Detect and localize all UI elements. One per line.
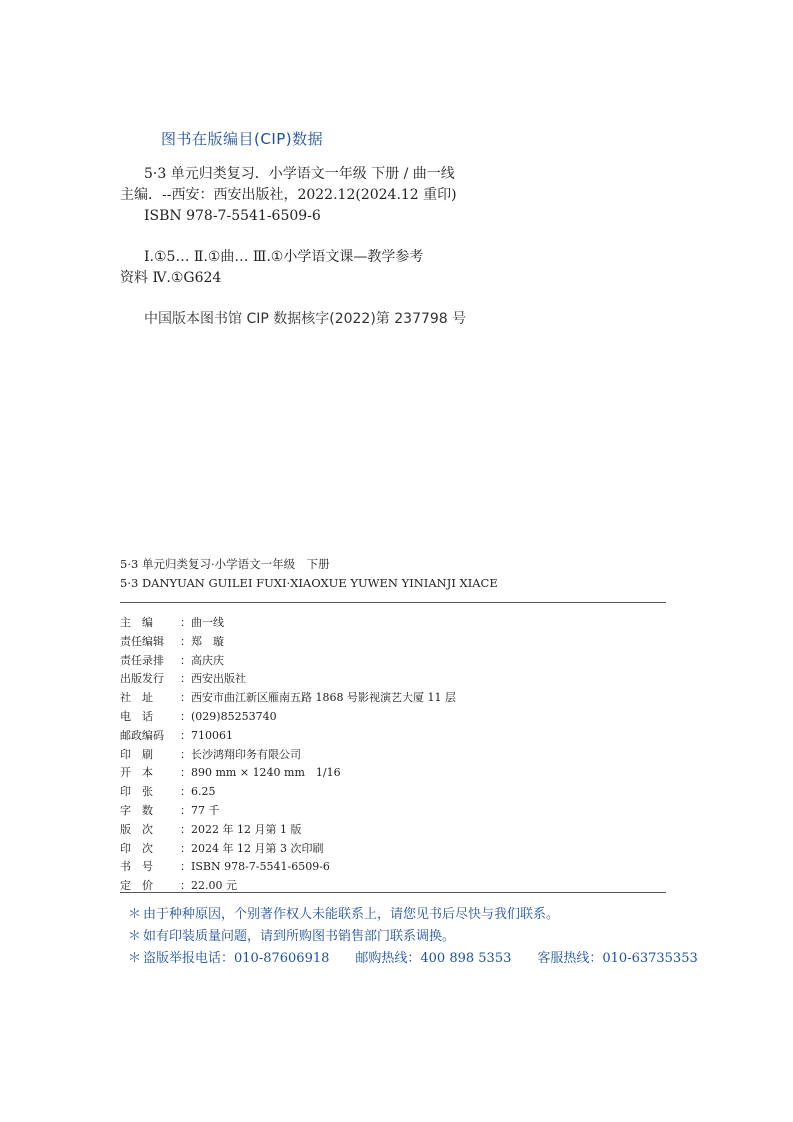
cip-line-title: 5·3 单元归类复习．小学语文一年级 下册 / 曲一线 — [144, 166, 455, 182]
imprint-list — [120, 614, 456, 896]
cip-line-publisher: 主编．--西安：西安出版社，2022.12(2024.12 重印) — [120, 187, 457, 203]
asterisk-icon: ＊ — [128, 907, 142, 922]
cip-title: 图书在版编目(CIP)数据 — [161, 130, 324, 148]
imprint-value: ：890 mm × 1240 mm 1/16 — [180, 766, 341, 780]
imprint-value: ：西安出版社 — [180, 672, 246, 686]
imprint-value: ：6.25 — [180, 785, 216, 799]
divider-top — [120, 602, 666, 603]
imprint-value: ：西安市曲江新区雁南五路 1868 号影视演艺大厦 11 层 — [180, 691, 456, 705]
cip-record — [120, 164, 480, 289]
mail-order-hotline: 邮购热线：400 898 5353 — [355, 951, 512, 966]
imprint-label: 电 话 — [120, 709, 153, 723]
imprint-row — [120, 877, 456, 896]
notice-contact — [128, 904, 698, 926]
service-hotline: 客服热线：010-63735353 — [537, 951, 698, 966]
imprint-value: ：22.00 元 — [180, 879, 237, 893]
imprint-label: 印 刷 — [120, 747, 153, 761]
asterisk-icon: ＊ — [128, 951, 142, 966]
imprint-label: 版 次 — [120, 822, 153, 836]
imprint-value: ：郑 璇 — [180, 634, 224, 648]
notice-contact-text: 由于种种原因，个别著作权人未能联系上，请您见书后尽快与我们联系。 — [143, 907, 560, 922]
imprint-row — [120, 840, 456, 859]
piracy-hotline: 盗版举报电话：010-87606918 — [143, 951, 330, 966]
imprint-row — [120, 614, 456, 633]
imprint-value: ：2024 年 12 月第 3 次印刷 — [180, 841, 324, 855]
imprint-label: 主 编 — [120, 616, 153, 629]
imprint-row — [120, 783, 456, 802]
cip-line-isbn: ISBN 978-7-5541-6509-6 — [144, 208, 321, 224]
imprint-row — [120, 821, 456, 840]
imprint-label: 开 本 — [120, 766, 153, 780]
imprint-value: ：(029)85253740 — [180, 709, 277, 723]
imprint-label: 印 次 — [120, 841, 153, 855]
imprint-value: ：2022 年 12 月第 1 版 — [180, 822, 302, 836]
imprint-value: ：曲一线 — [180, 616, 224, 629]
imprint-value: ：ISBN 978-7-5541-6509-6 — [180, 860, 330, 874]
asterisk-icon: ＊ — [128, 929, 142, 944]
imprint-row — [120, 727, 456, 746]
imprint-row — [120, 858, 456, 877]
imprint-row — [120, 670, 456, 689]
imprint-row — [120, 708, 456, 727]
imprint-value: ：高庆庆 — [180, 653, 224, 667]
cip-approval-number: 中国版本图书馆 CIP 数据核字(2022)第 237798 号 — [144, 311, 467, 327]
imprint-row — [120, 633, 456, 652]
notice-quality — [128, 926, 698, 948]
notice-hotlines — [128, 948, 698, 970]
imprint-label: 字 数 — [120, 803, 153, 817]
imprint-label: 社 址 — [120, 691, 153, 705]
cip-line-classification: Ⅰ.①5… Ⅱ.①曲… Ⅲ.①小学语文课—教学参考 — [144, 249, 424, 265]
book-title-pinyin: 5·3 DANYUAN GUILEI FUXI·XIAOXUE YUWEN YINIANJI XIACE — [120, 576, 498, 590]
book-title-block — [120, 555, 498, 593]
imprint-label: 出版发行 — [120, 672, 164, 686]
imprint-row — [120, 689, 456, 708]
imprint-value: ：710061 — [180, 728, 233, 742]
cip-line-classification-cont: 资料 Ⅳ.①G624 — [120, 270, 222, 286]
imprint-label: 定 价 — [120, 879, 153, 893]
imprint-label: 书 号 — [120, 860, 153, 874]
imprint-row — [120, 746, 456, 765]
imprint-label: 邮政编码 — [120, 728, 164, 742]
imprint-row — [120, 764, 456, 783]
imprint-label: 责任录排 — [120, 653, 164, 667]
imprint-label: 印 张 — [120, 785, 153, 799]
imprint-row — [120, 652, 456, 671]
divider-bottom — [120, 892, 666, 893]
imprint-value: ：77 千 — [180, 803, 220, 817]
notices — [128, 904, 698, 970]
notice-quality-text: 如有印装质量问题，请到所购图书销售部门联系调换。 — [143, 929, 456, 944]
imprint-value: ：长沙鸿翔印务有限公司 — [180, 747, 301, 761]
imprint-label: 责任编辑 — [120, 634, 164, 648]
book-title-cn: 5·3 单元归类复习·小学语文一年级 下册 — [120, 557, 330, 571]
imprint-row — [120, 802, 456, 821]
